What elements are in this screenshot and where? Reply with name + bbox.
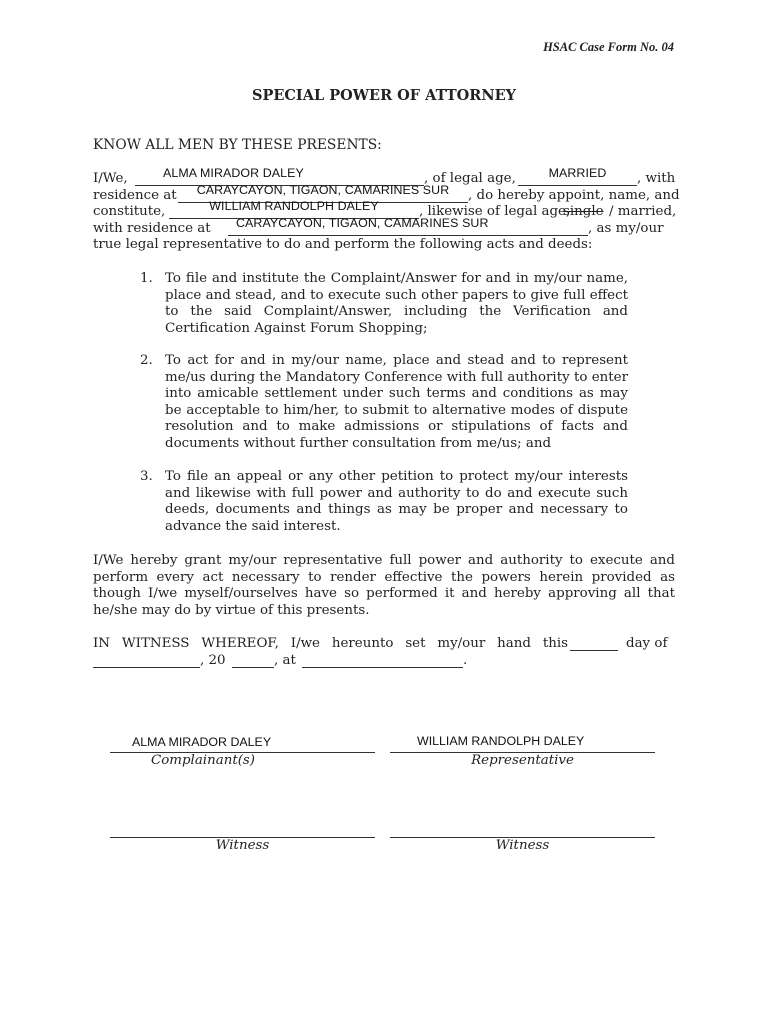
form-number: HSAC Case Form No. 04 <box>543 40 674 54</box>
witness-label-1: Witness <box>215 838 270 853</box>
witness-label-2: Witness <box>495 838 550 853</box>
grant-paragraph: I/We hereby grant my/our representative full power and authority to execute and perform every act necessary to render effective the powers herein provided as though I/we myself/ourselves have so performed it and hereby approving all that he/she may do by virtue of this presents. <box>93 553 675 618</box>
civil-status-field[interactable]: MARRIED <box>518 171 637 186</box>
list-item-text: To act for and in my/our name, place and stead and to represent me/us during the Mandatory Conference with full authority to enter into amicable settlement under such terms and conditions as may be acceptable to him/her, to submit to alternative modes of dispute resolution and to make admissions or stipulations of facts and documents without further consultation from me/us; and <box>165 353 628 451</box>
struck-option: single <box>563 204 604 220</box>
month-field[interactable] <box>93 653 200 668</box>
complainant-signature-name: ALMA MIRADOR DALEY <box>132 735 272 749</box>
list-item-text: To file an appeal or any other petition to protect my/our interests and likewise with full power and authority to do and execute such deeds, documents and things as may be proper and necessary to advance the said interest. <box>165 469 628 534</box>
complainant-label: Complainant(s) <box>150 753 256 768</box>
document-title: SPECIAL POWER OF ATTORNEY <box>251 87 517 104</box>
witness-clause: IN WITNESS WHEREOF, I/we hereunto set my/our hand this day of , 20 , at . <box>93 636 668 668</box>
principal-name-field[interactable]: ALMA MIRADOR DALEY <box>135 171 424 186</box>
document-page: HSAC Case Form No. 04 SPECIAL POWER OF ATTORNEY KNOW ALL MEN BY THESE PRESENTS: I/We, ALMA MIRADOR DALEY , of legal age, MARRIED , with residence at CARAYCAYON, TIGAON, CAMARINES SUR , do hereby appoint, name, and constitute, WILLIAM RANDOLPH DALEY , likewise of legal age, single / married, with residence at CARAYCAYON, TIGAON, CAMARINES SUR , as my/our true legal representative to do and perform the following acts and deeds: 1. To file and institute the Complaint/Answer for and in my/our name, place and stead, and to execute such other papers to give full effect to the said Complaint/Answer, including the Verification and Certification Against Forum Shopping; 2. To act for and in my/our name, place and stead and to represent me/us during the Mandatory Conference with full authority to enter into amicable settlement under such terms and conditions as may be acceptable to him/her, to submit to alternative modes of dispute resolution and to make admissions or stipulations of facts and documents without further consultation from me/us; and 3. To file an appeal or any other petition to protect my/our interests and likewise with full power and authority to do and execute such deeds, documents and things as may be proper and necessary to advance the said interest. I/We hereby grant my/our representative full power and authority to execute and perform every act necessary to render effective the powers herein provided as though I/we myself/ourselves have so performed it and hereby approving all that he/she may do by virtue of this presents. IN WITNESS WHEREOF, I/we hereunto set my/our hand this day of , 20 , at . ALMA MIRADOR DALEY Complainant(s) WILLIAM RANDOLPH DALEY Representative Witness Witness <box>0 0 768 1024</box>
intro-paragraph <box>93 166 680 254</box>
list-item-text: To file and institute the Complaint/Answer for and in my/our name, place and stead, and to execute such other papers to give full effect to the said Complaint/Answer, including the Verification and Certification Against Forum Shopping; <box>165 271 628 336</box>
intro-line-1: I/We, ALMA MIRADOR DALEY , of legal age, MARRIED , with <box>93 166 676 186</box>
day-field[interactable] <box>570 636 618 651</box>
place-field[interactable] <box>302 653 463 668</box>
intro-line-4: with residence at CARAYCAYON, TIGAON, CAMARINES SUR , as my/our <box>93 215 664 236</box>
intro-line-3: constitute, WILLIAM RANDOLPH DALEY , likewise of legal age, single / married, <box>93 199 677 220</box>
representative-residence-field[interactable]: CARAYCAYON, TIGAON, CAMARINES SUR <box>228 221 588 236</box>
opening-line: KNOW ALL MEN BY THESE PRESENTS: <box>93 137 382 153</box>
principal-residence-field[interactable]: CARAYCAYON, TIGAON, CAMARINES SUR <box>178 188 468 203</box>
intro-line-2: residence at CARAYCAYON, TIGAON, CAMARINES SUR , do hereby appoint, name, and <box>93 182 680 203</box>
representative-signature-name: WILLIAM RANDOLPH DALEY <box>417 734 585 748</box>
representative-label: Representative <box>471 753 574 768</box>
representative-name-field[interactable]: WILLIAM RANDOLPH DALEY <box>169 204 419 219</box>
intro-line-5: true legal representative to do and perform the following acts and deeds: <box>93 237 593 253</box>
year-field[interactable] <box>232 653 274 668</box>
